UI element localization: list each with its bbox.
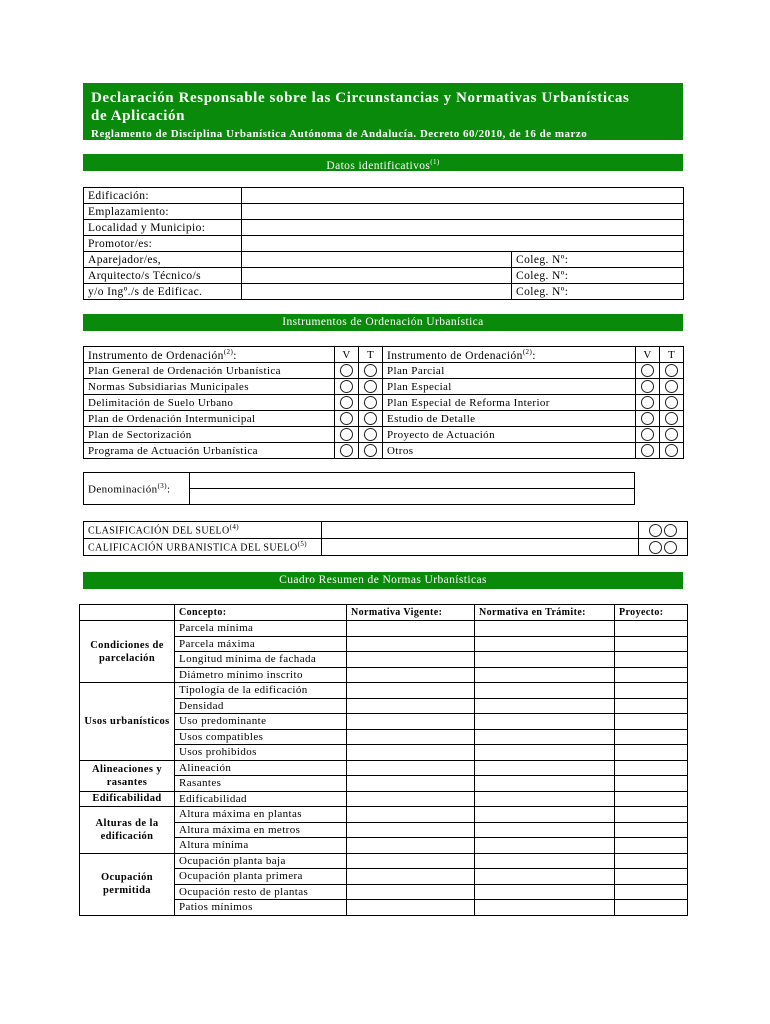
vigente-cell[interactable] <box>347 636 475 652</box>
radio-t[interactable] <box>665 364 678 377</box>
suelo-table <box>83 521 688 556</box>
radio-t-cell <box>660 443 684 459</box>
radio-v[interactable] <box>340 412 353 425</box>
radio-v[interactable] <box>641 380 654 393</box>
tramite-cell[interactable] <box>475 838 615 854</box>
proyecto-cell[interactable] <box>615 698 688 714</box>
radio-t-cell <box>359 395 383 411</box>
vigente-cell[interactable] <box>347 900 475 916</box>
proyecto-cell[interactable] <box>615 745 688 761</box>
radio-t-cell <box>660 411 684 427</box>
concepto-item: Ocupación resto de plantas <box>175 884 347 900</box>
radio-v[interactable] <box>340 444 353 457</box>
instrumento-left-header-colon: : <box>233 349 237 362</box>
radio-v-cell <box>636 427 660 443</box>
proyecto-cell[interactable] <box>615 791 688 807</box>
instrumento-left-item: Plan de Sectorización <box>84 427 335 443</box>
clasificacion-label: CLASIFICACIÓN DEL SUELO <box>88 525 230 537</box>
instrumento-right-item: Plan Especial <box>383 379 636 395</box>
concepto-item: Tipología de la edificación <box>175 683 347 699</box>
calificacion-field[interactable] <box>322 539 639 556</box>
instrumento-right-item: Estudio de Detalle <box>383 411 636 427</box>
cuadro-band: Cuadro Resumen de Normas Urbanísticas <box>83 572 683 589</box>
radio-t-cell <box>660 379 684 395</box>
proyecto-cell[interactable] <box>615 636 688 652</box>
radio-t[interactable] <box>364 364 377 377</box>
tramite-cell[interactable] <box>475 745 615 761</box>
coleg-label: Coleg. Nº: <box>516 269 569 282</box>
concepto-item: Altura máxima en plantas <box>175 807 347 823</box>
promotor-field[interactable] <box>242 236 684 252</box>
instrumento-right-header-sup: (2) <box>522 347 533 356</box>
vigente-cell[interactable] <box>347 698 475 714</box>
clasificacion-field[interactable] <box>322 522 639 539</box>
proyecto-cell[interactable] <box>615 667 688 683</box>
radio-t[interactable] <box>364 412 377 425</box>
clasificacion-label-cell <box>84 522 322 539</box>
group-edificabilidad: Edificabilidad <box>80 791 175 807</box>
concepto-item: Usos prohibidos <box>175 745 347 761</box>
instrumento-left-item: Plan General de Ordenación Urbanística <box>84 363 335 379</box>
radio-v[interactable] <box>641 444 654 457</box>
tramite-cell[interactable] <box>475 807 615 823</box>
group-ocupacion: Ocupación permitida <box>80 853 175 915</box>
radio-v[interactable] <box>340 380 353 393</box>
concepto-item: Altura mínima <box>175 838 347 854</box>
radio-v-cell <box>636 379 660 395</box>
t-header-right: T <box>660 347 684 363</box>
cuadro-table <box>79 604 688 916</box>
arquitecto-coleg-field[interactable] <box>512 268 684 284</box>
instrumento-right-item: Proyecto de Actuación <box>383 427 636 443</box>
vigente-cell[interactable] <box>347 822 475 838</box>
form-title-line1: Declaración Responsable sobre las Circunstancias y Normativas Urbanísticas <box>91 90 630 106</box>
datos-label-promotor: Promotor/es: <box>84 236 242 252</box>
vigente-cell[interactable] <box>347 807 475 823</box>
concepto-item: Ocupación planta primera <box>175 869 347 885</box>
radio-v-cell <box>636 395 660 411</box>
instrumento-left-item: Delimitación de Suelo Urbano <box>84 395 335 411</box>
instrumento-left-header-sup: (2) <box>223 347 234 356</box>
radio-t[interactable] <box>665 444 678 457</box>
radio-v-cell <box>335 379 359 395</box>
vigente-cell[interactable] <box>347 791 475 807</box>
radio-t-cell <box>660 363 684 379</box>
radio-v[interactable] <box>649 524 662 537</box>
tramite-cell[interactable] <box>475 652 615 668</box>
concepto-item: Ocupación planta baja <box>175 853 347 869</box>
radio-v[interactable] <box>641 396 654 409</box>
coleg-label: Coleg. Nº: <box>516 285 569 298</box>
vigente-cell[interactable] <box>347 838 475 854</box>
header-proyecto: Proyecto: <box>615 605 688 621</box>
instrumento-left-header <box>84 347 335 363</box>
tramite-cell[interactable] <box>475 760 615 776</box>
instrumento-left-item: Programa de Actuación Urbanística <box>84 443 335 459</box>
denominacion-table <box>83 472 635 505</box>
calificacion-radio-cell <box>639 539 688 556</box>
radio-t[interactable] <box>664 541 677 554</box>
vigente-cell[interactable] <box>347 869 475 885</box>
proyecto-cell[interactable] <box>615 714 688 730</box>
concepto-item: Parcela mínima <box>175 621 347 637</box>
concepto-item: Alineación <box>175 760 347 776</box>
calificacion-label: CALIFICACIÓN URBANISTICA DEL SUELO <box>88 542 298 554</box>
form-title-line2: de Aplicación <box>91 108 186 124</box>
v-header-left: V <box>335 347 359 363</box>
vigente-cell[interactable] <box>347 776 475 792</box>
proyecto-cell[interactable] <box>615 683 688 699</box>
form-header <box>83 83 683 140</box>
concepto-item: Usos compatibles <box>175 729 347 745</box>
t-header-left: T <box>359 347 383 363</box>
tramite-cell[interactable] <box>475 683 615 699</box>
denominacion-sup: (3) <box>157 481 167 490</box>
denominacion-field-2[interactable] <box>190 489 635 505</box>
radio-v[interactable] <box>340 428 353 441</box>
vigente-cell[interactable] <box>347 729 475 745</box>
arquitecto-field[interactable] <box>242 268 512 284</box>
tramite-cell[interactable] <box>475 667 615 683</box>
vigente-cell[interactable] <box>347 652 475 668</box>
group-parcelacion: Condiciones de parcelación <box>80 621 175 683</box>
proyecto-cell[interactable] <box>615 822 688 838</box>
radio-t[interactable] <box>665 380 678 393</box>
tramite-cell[interactable] <box>475 822 615 838</box>
radio-v-cell <box>335 363 359 379</box>
radio-v[interactable] <box>641 364 654 377</box>
proyecto-cell[interactable] <box>615 838 688 854</box>
vigente-cell[interactable] <box>347 683 475 699</box>
instrumento-right-item: Otros <box>383 443 636 459</box>
vigente-cell[interactable] <box>347 714 475 730</box>
group-alturas: Alturas de la edificación <box>80 807 175 854</box>
radio-v[interactable] <box>641 412 654 425</box>
aparejador-field[interactable] <box>242 252 512 268</box>
radio-t[interactable] <box>664 524 677 537</box>
vigente-cell[interactable] <box>347 667 475 683</box>
datos-band <box>83 154 683 171</box>
concepto-item: Uso predominante <box>175 714 347 730</box>
instrumento-left-header-label: Instrumento de Ordenación <box>88 349 224 362</box>
datos-label-emplazamiento: Emplazamiento: <box>84 204 242 220</box>
radio-t-cell <box>359 363 383 379</box>
aparejador-coleg-field[interactable] <box>512 252 684 268</box>
concepto-item: Longitud mínima de fachada <box>175 652 347 668</box>
vigente-cell[interactable] <box>347 621 475 637</box>
proyecto-cell[interactable] <box>615 621 688 637</box>
vigente-cell[interactable] <box>347 745 475 761</box>
v-header-right: V <box>636 347 660 363</box>
concepto-item: Patios mínimos <box>175 900 347 916</box>
instrumentos-band: Instrumentos de Ordenación Urbanística <box>83 314 683 331</box>
radio-t[interactable] <box>364 444 377 457</box>
datos-label-edificacion: Edificación: <box>84 188 242 204</box>
radio-v-cell <box>636 363 660 379</box>
proyecto-cell[interactable] <box>615 652 688 668</box>
denominacion-label: Denominación <box>88 483 158 496</box>
clasificacion-radio-cell <box>639 522 688 539</box>
calificacion-sup: (5) <box>297 540 307 549</box>
instrumento-right-item: Plan Parcial <box>383 363 636 379</box>
group-alineaciones: Alineaciones y rasantes <box>80 760 175 791</box>
emplazamiento-field[interactable] <box>242 204 684 220</box>
group-usos: Usos urbanísticos <box>80 683 175 761</box>
proyecto-cell[interactable] <box>615 853 688 869</box>
denominacion-field-1[interactable] <box>190 473 635 489</box>
radio-t[interactable] <box>665 412 678 425</box>
radio-v[interactable] <box>641 428 654 441</box>
radio-t[interactable] <box>665 428 678 441</box>
radio-t[interactable] <box>364 428 377 441</box>
radio-v-cell <box>636 411 660 427</box>
proyecto-cell[interactable] <box>615 776 688 792</box>
radio-t-cell <box>660 395 684 411</box>
instrumento-right-header <box>383 347 636 363</box>
datos-label-aparejador: Aparejador/es, <box>84 252 242 268</box>
instrumentos-table <box>83 346 684 459</box>
radio-t[interactable] <box>364 396 377 409</box>
radio-v-cell <box>335 427 359 443</box>
radio-t[interactable] <box>665 396 678 409</box>
radio-v-cell <box>335 395 359 411</box>
calificacion-label-cell <box>84 539 322 556</box>
header-vigente: Normativa Vigente: <box>347 605 475 621</box>
proyecto-cell[interactable] <box>615 869 688 885</box>
radio-v[interactable] <box>340 396 353 409</box>
datos-label-arquitecto: Arquitecto/s Técnico/s <box>84 268 242 284</box>
vigente-cell[interactable] <box>347 884 475 900</box>
instrumento-right-header-label: Instrumento de Ordenación <box>387 349 523 362</box>
instrumento-right-item: Plan Especial de Reforma Interior <box>383 395 636 411</box>
concepto-item: Diámetro mínimo inscrito <box>175 667 347 683</box>
radio-v[interactable] <box>649 541 662 554</box>
denominacion-label-cell: Denominación$^{(3)}$: <box>84 473 190 505</box>
datos-band-label: Datos identificativos <box>326 159 431 172</box>
radio-t-cell <box>359 379 383 395</box>
radio-v-cell <box>636 443 660 459</box>
tramite-cell[interactable] <box>475 729 615 745</box>
radio-v[interactable] <box>340 364 353 377</box>
tramite-cell[interactable] <box>475 853 615 869</box>
concepto-item: Rasantes <box>175 776 347 792</box>
radio-t-cell <box>359 427 383 443</box>
header-tramite: Normativa en Trámite: <box>475 605 615 621</box>
tramite-cell[interactable] <box>475 869 615 885</box>
tramite-cell[interactable] <box>475 714 615 730</box>
edificacion-field[interactable] <box>242 188 684 204</box>
ingeniero-field[interactable] <box>242 284 512 300</box>
cuadro-corner <box>80 605 175 621</box>
radio-t-cell <box>359 411 383 427</box>
vigente-cell[interactable] <box>347 853 475 869</box>
radio-t-cell <box>660 427 684 443</box>
radio-t-cell <box>359 443 383 459</box>
instrumento-right-header-colon: : <box>532 349 536 362</box>
clasificacion-sup: (4) <box>229 523 239 532</box>
tramite-cell[interactable] <box>475 776 615 792</box>
radio-t[interactable] <box>364 380 377 393</box>
ingeniero-coleg-field[interactable] <box>512 284 684 300</box>
localidad-field[interactable] <box>242 220 684 236</box>
tramite-cell[interactable] <box>475 900 615 916</box>
proyecto-cell[interactable] <box>615 884 688 900</box>
tramite-cell[interactable] <box>475 884 615 900</box>
header-concepto: Concepto: <box>175 605 347 621</box>
instrumento-left-item: Plan de Ordenación Intermunicipal <box>84 411 335 427</box>
concepto-item: Edificabilidad <box>175 791 347 807</box>
datos-label-localidad: Localidad y Municipio: <box>84 220 242 236</box>
form-title <box>83 83 683 125</box>
proyecto-cell[interactable] <box>615 760 688 776</box>
radio-v-cell <box>335 411 359 427</box>
concepto-item: Altura máxima en metros <box>175 822 347 838</box>
vigente-cell[interactable] <box>347 760 475 776</box>
concepto-item: Parcela máxima <box>175 636 347 652</box>
form-subtitle: Reglamento de Disciplina Urbanística Autónoma de Andalucía. Decreto 60/2010, de 16 de marzo <box>91 128 588 140</box>
proyecto-cell[interactable] <box>615 729 688 745</box>
tramite-cell[interactable] <box>475 636 615 652</box>
radio-v-cell <box>335 443 359 459</box>
proyecto-cell[interactable] <box>615 900 688 916</box>
datos-table <box>83 187 684 300</box>
coleg-label: Coleg. Nº: <box>516 253 569 266</box>
tramite-cell[interactable] <box>475 698 615 714</box>
concepto-item: Densidad <box>175 698 347 714</box>
tramite-cell[interactable] <box>475 621 615 637</box>
proyecto-cell[interactable] <box>615 807 688 823</box>
tramite-cell[interactable] <box>475 791 615 807</box>
instrumento-left-item: Normas Subsidiarias Municipales <box>84 379 335 395</box>
datos-label-ingeniero: y/o Ingº./s de Edificac. <box>84 284 242 300</box>
datos-band-sup: (1) <box>430 158 440 166</box>
